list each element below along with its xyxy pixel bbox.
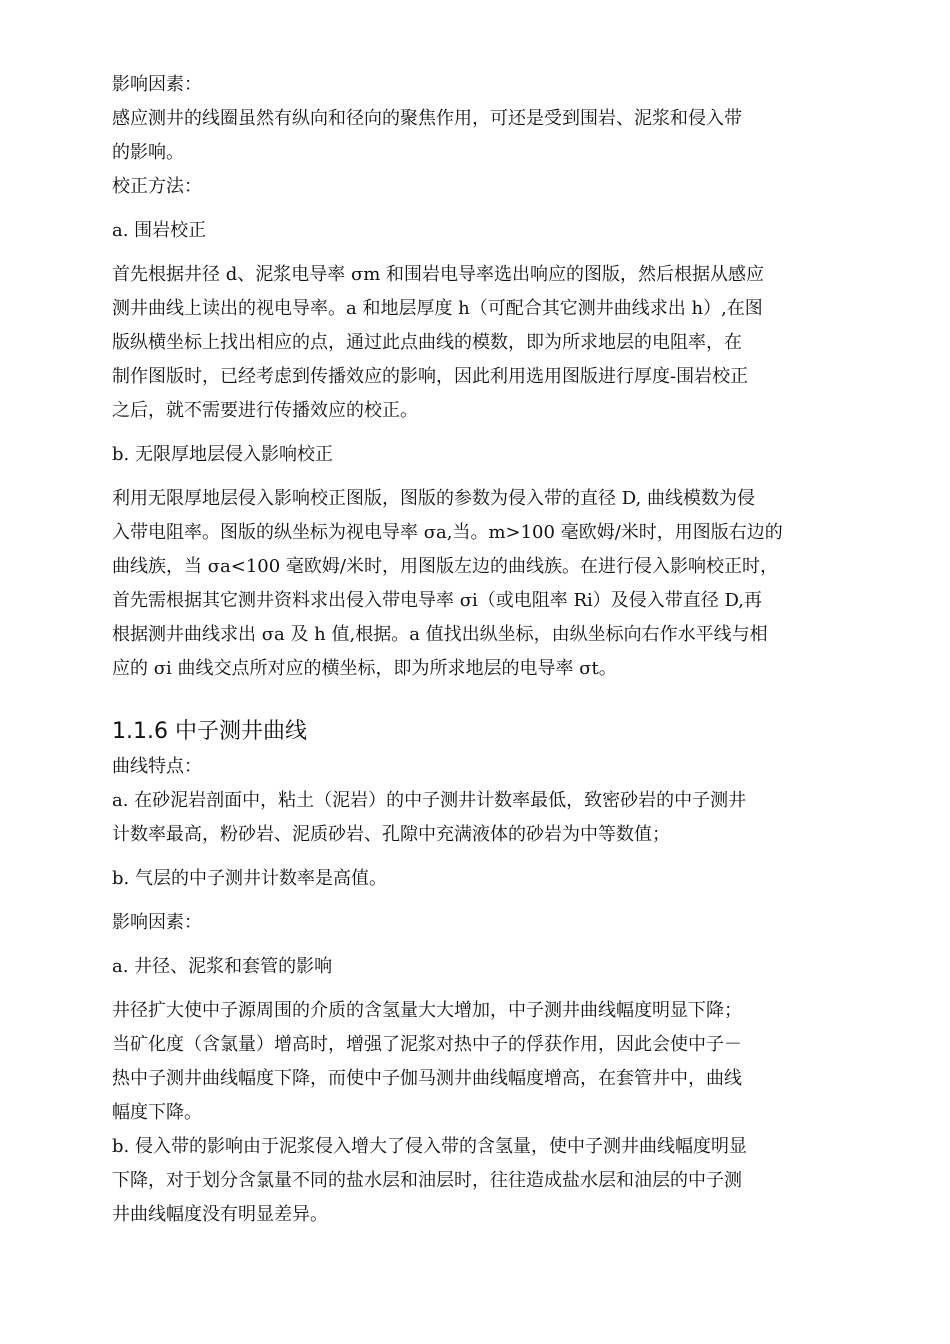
paragraph-line: 首先根据井径 d、泥浆电导率 σm 和围岩电导率选出响应的图版，然后根据从感应 [112,264,765,285]
feature-b: b. 气层的中子测井计数率是高值。 [112,868,387,889]
paragraph-line: 入带电阻率。图版的纵坐标为视电导率 σa,当。m>100 毫欧姆/米时，用图版右边的 [112,522,783,543]
paragraph-line: 感应测井的线圈虽然有纵向和径向的聚焦作用，可还是受到围岩、泥浆和侵入带 [112,108,742,129]
paragraph-line: 利用无限厚地层侵入影响校正图版，图版的参数为侵入带的直径 D, 曲线模数为侵 [112,488,755,509]
factor-a-title: a. 井径、泥浆和套管的影响 [112,956,333,977]
paragraph-line: 根据测井曲线求出 σa 及 h 值,根据。a 值找出纵坐标，由纵坐标向右作水平线与相 [112,624,768,645]
document-page [112,68,834,1232]
paragraph-line: 井径扩大使中子源周围的介质的含氢量大大增加，中子测井曲线幅度明显下降； [112,1000,742,1021]
factors-label: 影响因素： [112,74,202,95]
paragraph-line: 首先需根据其它测井资料求出侵入带电导率 σi（或电阻率 Ri）及侵入带直径 D,再 [112,590,763,611]
paragraph-line: b. 侵入带的影响由于泥浆侵入增大了侵入带的含氢量，使中子测井曲线幅度明显 [112,1136,747,1157]
paragraph-line: 之后，就不需要进行传播效应的校正。 [112,400,418,421]
paragraph-line: 下降，对于划分含氯量不同的盐水层和油层时，往往造成盐水层和油层的中子测 [112,1170,742,1191]
paragraph-line: 幅度下降。 [112,1102,202,1123]
paragraph-line: 制作图版时，已经考虑到传播效应的影响，因此利用选用图版进行厚度-围岩校正 [112,366,749,387]
section-heading: 1.1.6 中子测井曲线 [112,719,307,744]
paragraph-line: 版纵横坐标上找出相应的点，通过此点曲线的模数，即为所求地层的电阻率，在 [112,332,742,353]
paragraph-line: 测井曲线上读出的视电导率。a 和地层厚度 h（可配合其它测井曲线求出 h）,在图 [112,298,763,319]
paragraph-line: a. 在砂泥岩剖面中，粘土（泥岩）的中子测井计数率最低，致密砂岩的中子测井 [112,790,747,811]
paragraph-line: 井曲线幅度没有明显差异。 [112,1204,328,1225]
paragraph-line: 当矿化度（含氯量）增高时，增强了泥浆对热中子的俘获作用，因此会使中子－ [112,1034,742,1055]
item-b-title: b. 无限厚地层侵入影响校正 [112,444,333,465]
paragraph-line: 热中子测井曲线幅度下降，而使中子伽马测井曲线幅度增高，在套管井中，曲线 [112,1068,742,1089]
paragraph-line: 计数率最高，粉砂岩、泥质砂岩、孔隙中充满液体的砂岩为中等数值； [112,824,670,845]
paragraph-line: 应的 σi 曲线交点所对应的横坐标，即为所求地层的电导率 σt。 [112,658,617,679]
method-label: 校正方法： [112,176,202,197]
factors-label: 影响因素： [112,912,202,933]
item-a-title: a. 围岩校正 [112,220,207,241]
features-label: 曲线特点： [112,756,202,777]
paragraph-line: 曲线族，当 σa<100 毫欧姆/米时，用图版左边的曲线族。在进行侵入影响校正时， [112,556,778,577]
paragraph-line: 的影响。 [112,142,184,163]
